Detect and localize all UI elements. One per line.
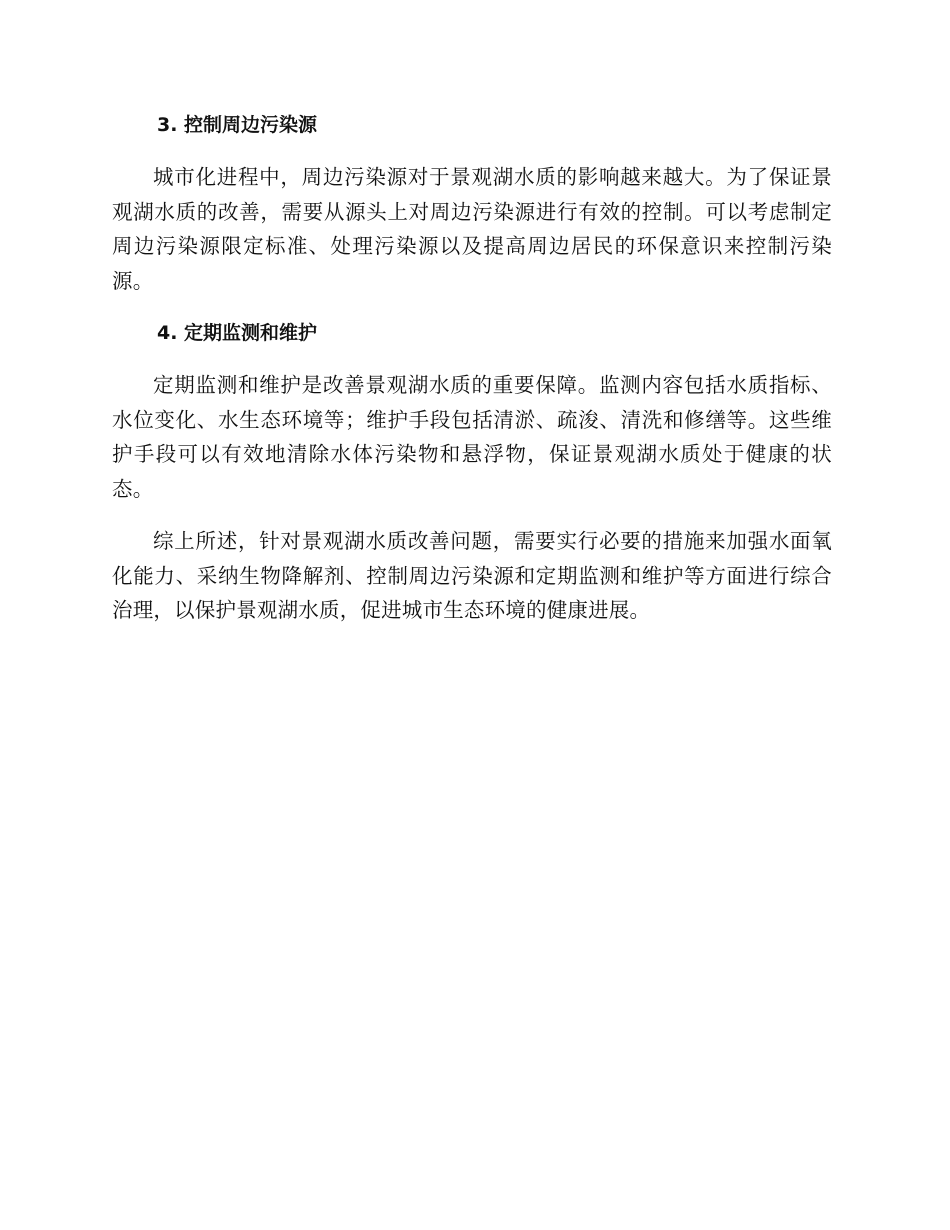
section-heading-4: 4. 定期监测和维护 [157,322,318,344]
conclusion-paragraph: 综上所述，针对景观湖水质改善问题，需要实行必要的措施来加强水面氧化能力、采纳生物降解剂、控制周边污染源和定期监测和维护等方面进行综合治理，以保护景观湖水质，促进城市生态环境的健康进展。 [112,529,832,622]
section-3-paragraph: 城市化进程中，周边污染源对于景观湖水质的影响越来越大。为了保证景观湖水质的改善，需要从源头上对周边污染源进行有效的控制。可以考虑制定周边污染源限定标准、处理污染源以及提高周边居民的环保意识来控制污染源。 [112,165,832,293]
section-heading-3: 3. 控制周边污染源 [157,114,318,136]
section-4-paragraph: 定期监测和维护是改善景观湖水质的重要保障。监测内容包括水质指标、水位变化、水生态环境等；维护手段包括清淤、疏浚、清洗和修缮等。这些维护手段可以有效地清除水体污染物和悬浮物，保证景观湖水质处于健康的状态。 [112,373,832,501]
document-body [112,108,832,646]
